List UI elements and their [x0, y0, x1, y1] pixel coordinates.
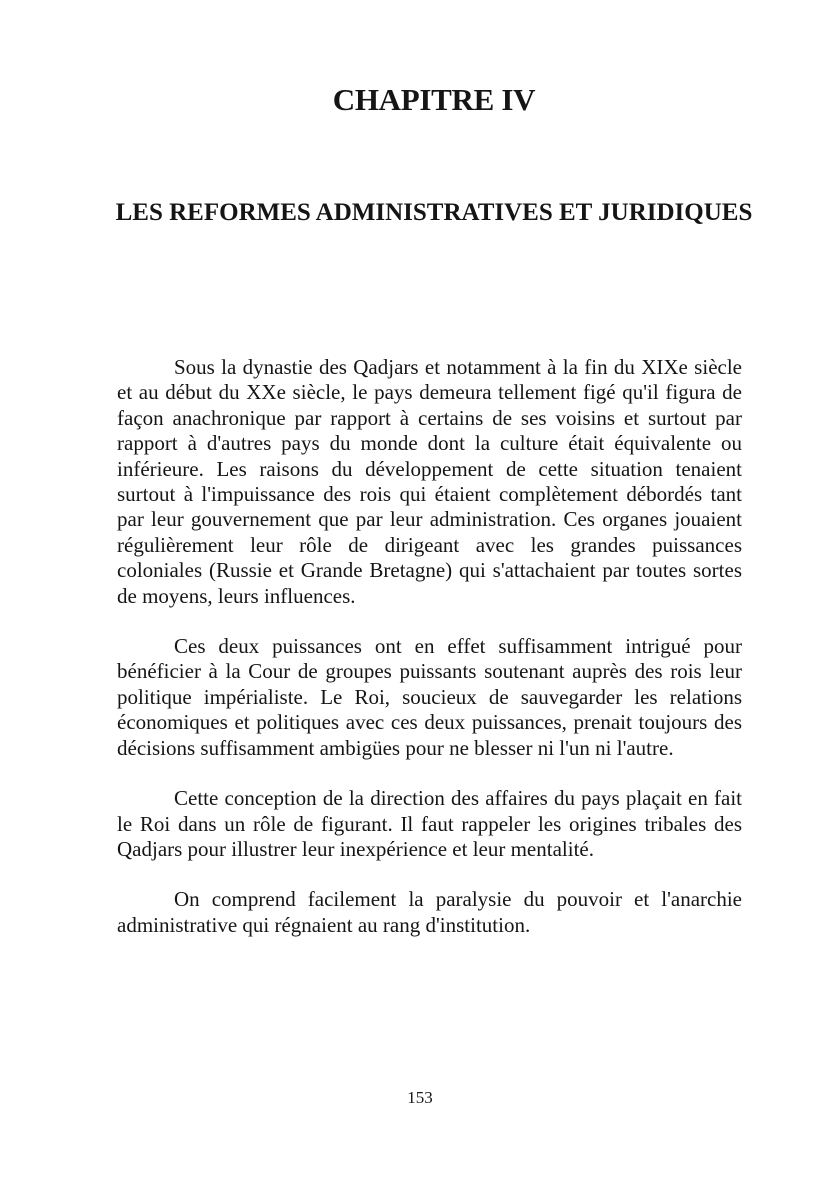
body-text: [117, 355, 742, 938]
chapter-title: LES REFORMES ADMINISTRATIVES ET JURIDIQUES: [115, 199, 753, 226]
paragraph-4: On comprend facilement la paralysie du pouvoir et l'anarchie administrative qui régnaient au rang d'institution.: [117, 887, 742, 937]
page-number: 153: [407, 1088, 433, 1107]
paragraph-2: Ces deux puissances ont en effet suffisamment intrigué pour bénéficier à la Cour de groupes puissants soutenant auprès des rois leur politique impérialiste. Le Roi, soucieux de sauvegarder les relations économiques et politiques avec ces deux puissances, prenait toujours des décisions suffisamment ambigües pour ne blesser ni l'un ni l'autre.: [117, 634, 742, 760]
chapter-heading: CHAPITRE IV: [332, 82, 536, 117]
paragraph-3: Cette conception de la direction des affaires du pays plaçait en fait le Roi dans un rôle de figurant. Il faut rappeler les origines tribales des Qadjars pour illustrer leur inexpérience et leur mentalité.: [117, 786, 742, 861]
paragraph-1: Sous la dynastie des Qadjars et notamment à la fin du XIXe siècle et au début du XXe siècle, le pays demeura tellement figé qu'il figura de façon anachronique par rapport à certains de ses voisins et surtout par rapport à d'autres pays du monde dont la culture était équivalente ou inférieure. Les raisons du développement de cette situation tenaient surtout à l'impuissance des rois qui étaient complètement débordés tant par leur gouvernement que par leur administration. Ces organes jouaient régulièrement leur rôle de dirigeant avec les grandes puissances coloniales (Russie et Grande Bretagne) qui s'attachaient par toutes sortes de moyens, leurs influences.: [117, 355, 742, 608]
